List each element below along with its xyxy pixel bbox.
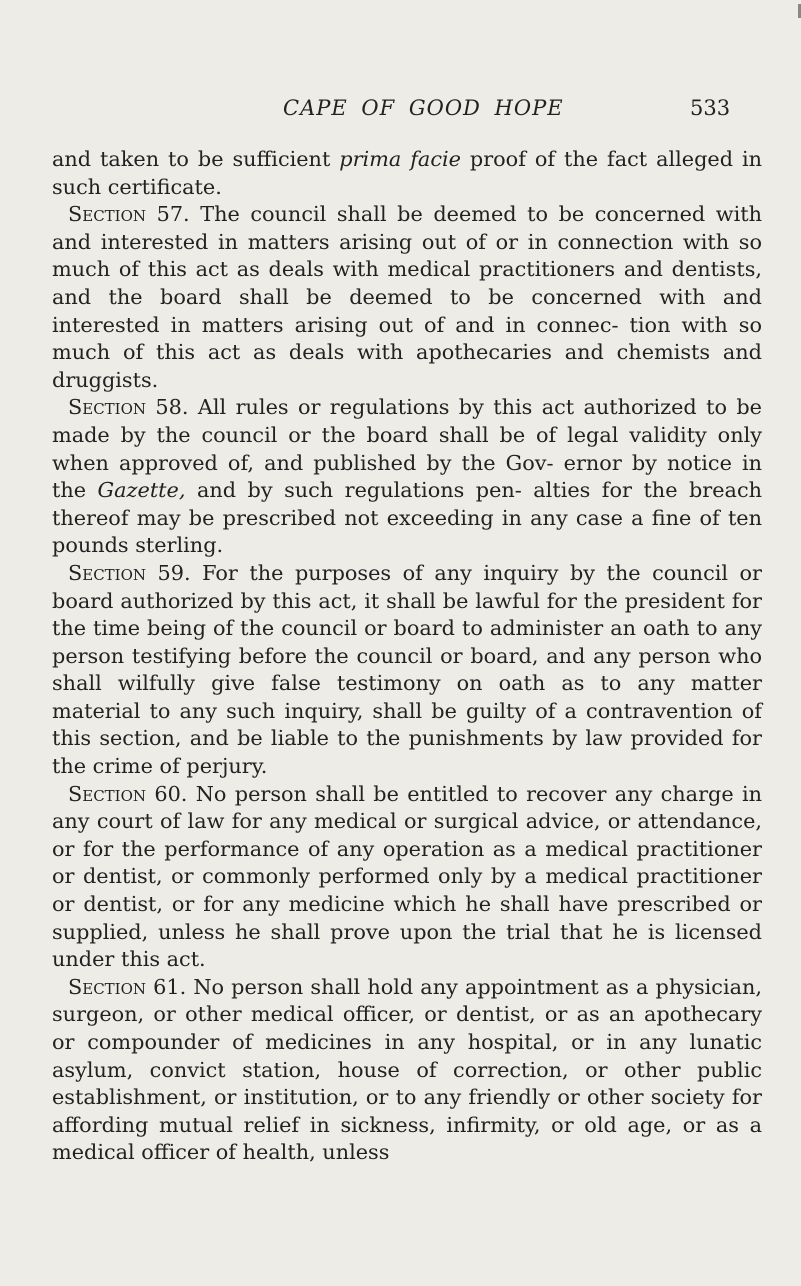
page-number: 533 <box>690 96 731 120</box>
text-run: No person shall hold any appointment as a physician, surgeon, or other medical officer, or dentist, or as an apothecary or compounder of medicines in any hospital, or in any lunatic asylum, convict station, house of correction, or other public establishment, or institution, or to any friendly or other society for affording mutual relief in sickness, infirmity, or old age, or as a medical officer of health, unless <box>52 974 762 1165</box>
page-header <box>0 96 801 128</box>
section-57-paragraph <box>52 201 762 394</box>
section-heading: Section 58. <box>68 395 189 420</box>
section-61-paragraph <box>52 974 762 1167</box>
text-run: The council shall be deemed to be concerned with and interested in matters arising out of or in connection with so much of this act as deals with medical practitioners and dentists, and the board shall be deemed to be concerned with and interested in matters arising out of and in connec- tion with so much of this act as deals with apothecaries and chemists and druggists. <box>52 202 763 392</box>
section-60-paragraph <box>52 781 762 974</box>
italic-phrase: prima facie <box>339 147 461 171</box>
running-title: CAPE OF GOOD HOPE <box>283 96 564 120</box>
text-run: For the purposes of any inquiry by the council or board authorized by this act, it shall be lawful for the president for the time being of the council or board to administer an oath to any person testifying before the council or board, and any person who shall wilfully give false testimony on oath as to any matter material to any such inquiry, shall be guilty of a contravention of this section, and be liable to the punishments by law provided for the crime of perjury. <box>52 560 762 779</box>
italic-phrase: Gazette, <box>97 478 186 503</box>
section-59-paragraph <box>52 560 762 781</box>
section-58-paragraph <box>52 394 762 560</box>
text-run: proof of the fact alleged in such certificate. <box>52 147 763 199</box>
section-heading: Section 61. <box>68 974 187 999</box>
text-run: and by such regulations pen- alties for the breach thereof may be prescribed not exceeding in any case a fine of ten pounds sterling. <box>52 478 762 558</box>
section-heading: Section 60. <box>68 781 188 806</box>
text-run: and taken to be sufficient <box>52 147 340 171</box>
text-run: No person shall be entitled to recover any charge in any court of law for any medical or surgical advice, or attendance, or for the performance of any operation as a medical practitioner or dentist, or commonly performed only by a medical practitioner or dentist, or for any medicine which he shall have prescribed or supplied, unless he shall prove upon the trial that he is licensed under this act. <box>52 781 762 972</box>
text-run: All rules or regulations by this act authorized to be made by the council or the board shall be of legal validity only when approved of, and published by the Gov- ernor by notice in the <box>52 395 762 503</box>
paragraph-continuation <box>52 146 762 201</box>
section-heading: Section 59. <box>68 560 191 585</box>
section-heading: Section 57. <box>68 202 190 227</box>
page-body <box>52 146 762 1167</box>
